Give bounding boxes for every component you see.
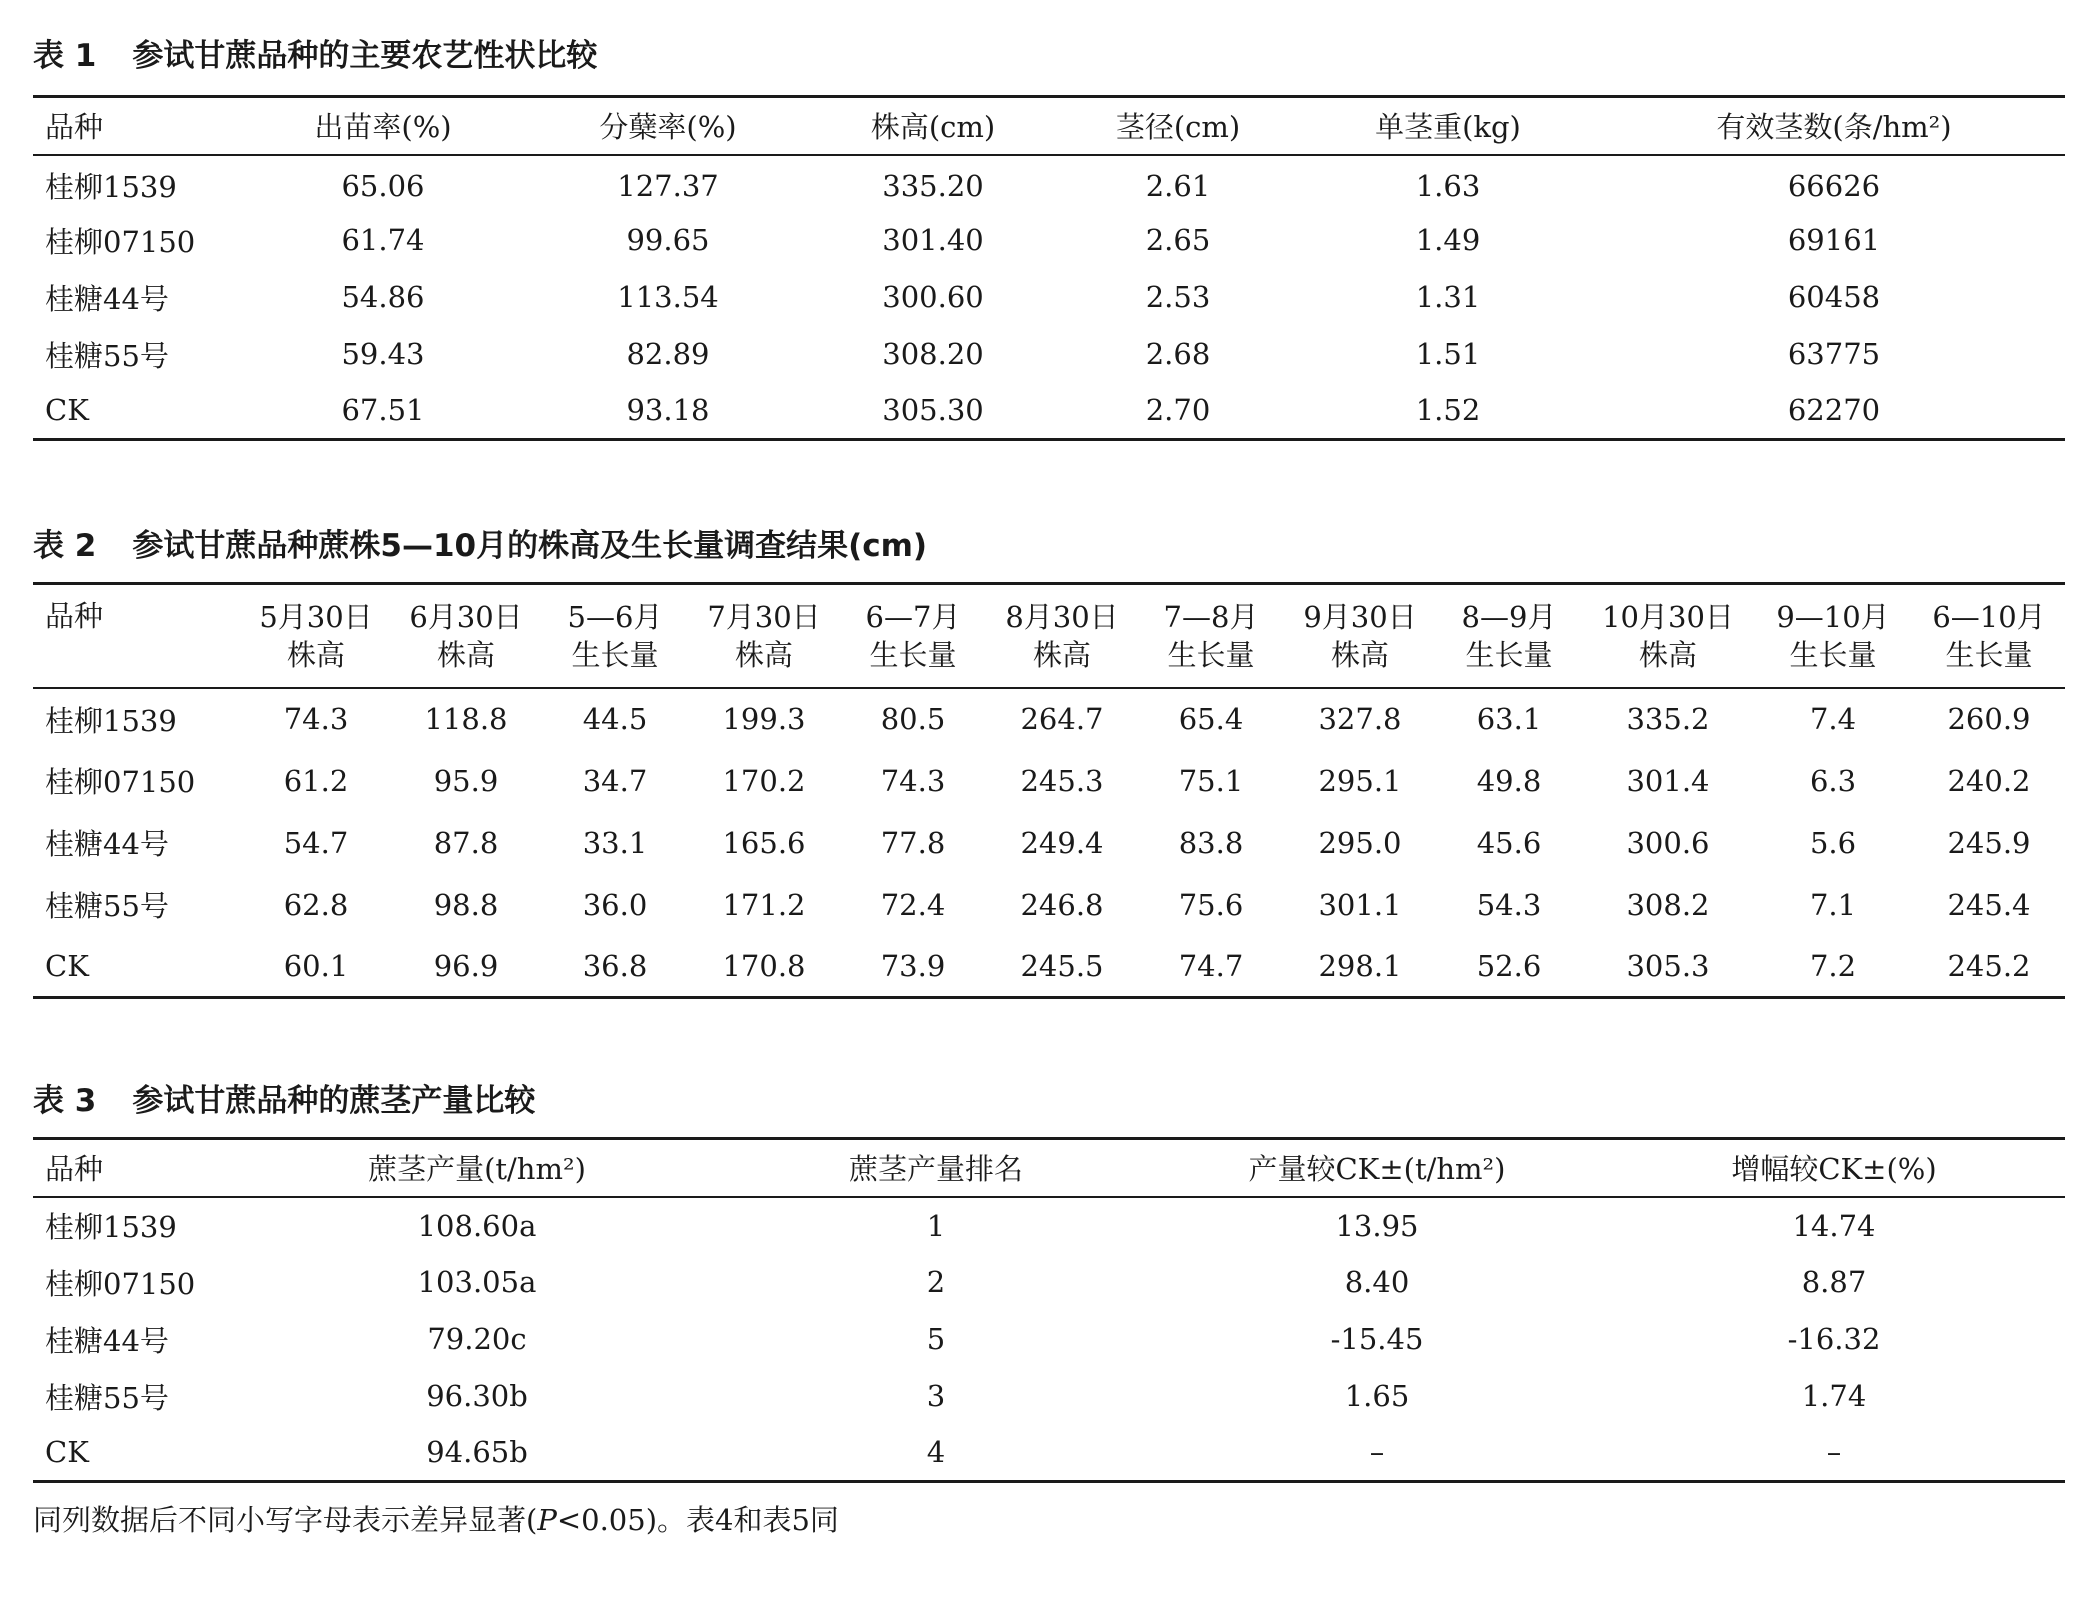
table-cell: 170.8 xyxy=(722,948,806,983)
table-cell: 240.2 xyxy=(1947,763,2031,798)
table-cell: 80.5 xyxy=(880,702,946,736)
table-cell: 5 xyxy=(926,1322,946,1356)
table-cell: 7.4 xyxy=(1809,702,1857,736)
table-cell: 245.9 xyxy=(1947,825,2031,860)
table2 xyxy=(33,582,2065,999)
table-cell: 52.6 xyxy=(1476,948,1542,983)
table-cell: 62270 xyxy=(1787,393,1881,428)
table-cell: 59.43 xyxy=(341,337,425,371)
table-cell: 65.4 xyxy=(1178,702,1244,736)
table-cell: 98.8 xyxy=(433,887,499,922)
table3-label: 表 3 xyxy=(33,1083,97,1119)
table-cell: 327.8 xyxy=(1318,702,1402,736)
table3-header-cell: 品种 xyxy=(33,1139,233,1197)
table2-header-row xyxy=(33,584,2065,688)
table-cell: 2.65 xyxy=(1145,223,1211,257)
table-cell: 295.0 xyxy=(1318,825,1402,860)
table3-header-cell: 增幅较CK±(%) xyxy=(1603,1139,2065,1197)
table-footnote: 同列数据后不同小写字母表示差异显著(P<0.05)。表4和表5同 xyxy=(33,1503,839,1537)
table-cell: 118.8 xyxy=(424,702,508,736)
table-cell: 305.30 xyxy=(882,393,984,428)
table-cell: 13.95 xyxy=(1335,1208,1419,1243)
table3-header-row xyxy=(33,1139,2065,1197)
table-cell: 74.7 xyxy=(1178,948,1244,983)
table-row xyxy=(33,269,2065,326)
table-cell: 桂糖55号 xyxy=(45,338,169,373)
table-cell: 170.2 xyxy=(722,763,806,798)
table-cell: 2.61 xyxy=(1145,168,1211,203)
table1-header-cell: 单茎重(kg) xyxy=(1293,97,1603,155)
table-row xyxy=(33,1197,2065,1254)
table-cell: CK xyxy=(45,393,89,428)
table-cell: 4 xyxy=(926,1435,946,1470)
table-cell: 73.9 xyxy=(880,948,946,983)
table-cell: 62.8 xyxy=(283,887,349,922)
table-cell: 108.60a xyxy=(417,1208,537,1243)
table2-caption xyxy=(33,520,927,565)
table-cell: 77.8 xyxy=(880,825,946,860)
table-cell: 60.1 xyxy=(283,948,349,983)
table-cell: 103.05a xyxy=(417,1265,537,1299)
table-cell: 75.1 xyxy=(1178,763,1244,798)
table1-label: 表 1 xyxy=(33,38,97,74)
table-cell: CK xyxy=(45,1435,89,1470)
table-cell: 93.18 xyxy=(626,393,710,428)
table2-header-cell: 6—10月 生长量 xyxy=(1913,584,2065,688)
table-cell: 301.1 xyxy=(1318,887,1402,922)
table3-title: 参试甘蔗品种的蔗茎产量比较 xyxy=(132,1083,536,1119)
table-cell: 6.3 xyxy=(1809,763,1857,798)
table1-header-row xyxy=(33,97,2065,155)
table-cell: 54.3 xyxy=(1476,887,1542,922)
table-cell: 1.74 xyxy=(1801,1379,1867,1413)
table-cell: 199.3 xyxy=(722,702,806,736)
table-cell: 桂柳1539 xyxy=(45,703,177,738)
table-cell: 99.65 xyxy=(626,223,710,257)
table-cell: 61.2 xyxy=(283,763,349,798)
table2-header-cell: 5—6月 生长量 xyxy=(541,584,689,688)
table-row xyxy=(33,688,2065,750)
table-cell: 61.74 xyxy=(341,223,425,257)
table-cell: 36.0 xyxy=(582,887,648,922)
table-cell: 245.2 xyxy=(1947,948,2031,983)
table-cell: 1.49 xyxy=(1415,223,1481,257)
table2-label: 表 2 xyxy=(33,528,97,564)
table-cell: 1.52 xyxy=(1415,393,1481,428)
table-cell: 63.1 xyxy=(1476,702,1542,736)
table-cell: 3 xyxy=(926,1379,946,1413)
table-cell: 260.9 xyxy=(1947,702,2031,736)
table-cell: 171.2 xyxy=(722,887,806,922)
table-cell: 245.4 xyxy=(1947,887,2031,922)
table-row xyxy=(33,812,2065,874)
table-row xyxy=(33,1254,2065,1311)
table1-header-cell: 分蘖率(%) xyxy=(533,97,803,155)
table3-header-cell: 产量较CK±(t/hm²) xyxy=(1151,1139,1603,1197)
table-cell: 60458 xyxy=(1787,280,1881,314)
table-cell: 桂柳1539 xyxy=(45,170,177,204)
table-cell: 127.37 xyxy=(617,168,719,203)
table-cell: 69161 xyxy=(1787,223,1881,257)
table-cell: 1.51 xyxy=(1415,337,1481,371)
table-row xyxy=(33,155,2065,212)
table-cell: 83.8 xyxy=(1178,825,1244,860)
table-cell: 桂柳07150 xyxy=(45,765,196,799)
table-cell: 54.7 xyxy=(283,825,349,860)
table-cell: 2 xyxy=(926,1265,946,1299)
table-cell: 2.70 xyxy=(1145,393,1211,428)
table-cell: 7.2 xyxy=(1809,948,1857,983)
table-cell: 264.7 xyxy=(1020,702,1104,736)
table-cell: 桂糖55号 xyxy=(45,1380,169,1415)
table2-header-cell: 9月30日 株高 xyxy=(1285,584,1435,688)
table2-header-cell: 6月30日 株高 xyxy=(391,584,541,688)
table-cell: 249.4 xyxy=(1020,825,1104,860)
table-row xyxy=(33,383,2065,440)
table-cell: 8.40 xyxy=(1344,1265,1410,1299)
table-cell: 2.68 xyxy=(1145,337,1211,371)
table2-header-cell: 7月30日 株高 xyxy=(689,584,839,688)
table-cell: 74.3 xyxy=(283,702,349,736)
table-cell: 36.8 xyxy=(582,948,648,983)
table-cell: 67.51 xyxy=(341,393,425,428)
table-cell: 7.1 xyxy=(1809,887,1857,922)
table2-title: 参试甘蔗品种蔗株5—10月的株高及生长量调查结果(cm) xyxy=(132,528,928,564)
table3-header-cell: 蔗茎产量(t/hm²) xyxy=(233,1139,721,1197)
table-cell: 1.31 xyxy=(1415,280,1481,314)
table-cell: 82.89 xyxy=(626,337,710,371)
table-cell: 34.7 xyxy=(582,763,648,798)
table1 xyxy=(33,95,2065,441)
table-cell: 75.6 xyxy=(1178,887,1244,922)
table-row xyxy=(33,1425,2065,1482)
table-cell: 14.74 xyxy=(1792,1208,1876,1243)
table-cell: 165.6 xyxy=(722,825,806,860)
table-cell: 245.5 xyxy=(1020,948,1104,983)
table-cell: 245.3 xyxy=(1020,763,1104,798)
table-cell: 1.63 xyxy=(1415,168,1481,203)
table-cell: -16.32 xyxy=(1787,1322,1881,1356)
table1-header-cell: 品种 xyxy=(33,97,233,155)
table-cell: 桂糖44号 xyxy=(45,827,169,861)
table-cell: 94.65b xyxy=(426,1435,528,1470)
table-cell: 桂柳07150 xyxy=(45,224,196,259)
table1-header-cell: 株高(cm) xyxy=(803,97,1063,155)
table3-caption xyxy=(33,1075,535,1120)
table-cell: -15.45 xyxy=(1330,1322,1424,1356)
table-row xyxy=(33,874,2065,936)
table2-header-cell: 9—10月 生长量 xyxy=(1753,584,1913,688)
table-row xyxy=(33,1311,2065,1368)
table-row xyxy=(33,750,2065,812)
table2-header-cell: 5月30日 株高 xyxy=(241,584,391,688)
table-cell: 300.6 xyxy=(1626,825,1710,860)
table-cell: 74.3 xyxy=(880,763,946,798)
table-cell: 8.87 xyxy=(1801,1265,1867,1299)
table-cell: 66626 xyxy=(1787,168,1881,203)
table3-header-cell: 蔗茎产量排名 xyxy=(721,1139,1151,1197)
table2-header-cell: 10月30日 株高 xyxy=(1583,584,1753,688)
table1-title: 参试甘蔗品种的主要农艺性状比较 xyxy=(132,38,598,74)
table2-header-cell: 8月30日 株高 xyxy=(987,584,1137,688)
table-cell: 305.3 xyxy=(1626,948,1710,983)
table-cell: – xyxy=(1826,1435,1842,1470)
table-row xyxy=(33,326,2065,383)
table-cell: 95.9 xyxy=(433,763,499,798)
table-cell: 桂糖55号 xyxy=(45,889,169,923)
table-cell: 298.1 xyxy=(1318,948,1402,983)
table-cell: 63775 xyxy=(1787,337,1881,371)
table-cell: 295.1 xyxy=(1318,763,1402,798)
table2-header-cell: 8—9月 生长量 xyxy=(1435,584,1583,688)
table-cell: 87.8 xyxy=(433,825,499,860)
table-cell: 桂糖44号 xyxy=(45,1323,169,1358)
table-cell: 桂糖44号 xyxy=(45,281,169,316)
table-row xyxy=(33,212,2065,269)
table-cell: 113.54 xyxy=(617,280,719,314)
table-cell: 96.30b xyxy=(426,1379,528,1413)
table-cell: 1.65 xyxy=(1344,1379,1410,1413)
table-cell: 5.6 xyxy=(1809,825,1857,860)
table-cell: 301.4 xyxy=(1626,763,1710,798)
table-cell: 49.8 xyxy=(1476,763,1542,798)
table2-header-cell: 品种 xyxy=(33,584,241,688)
table-row xyxy=(33,936,2065,998)
table-cell: 2.53 xyxy=(1145,280,1211,314)
table-cell: 45.6 xyxy=(1476,825,1542,860)
table-cell: – xyxy=(1369,1435,1385,1470)
table-cell: 桂柳07150 xyxy=(45,1266,196,1301)
table-cell: 54.86 xyxy=(341,280,425,314)
table2-header-cell: 7—8月 生长量 xyxy=(1137,584,1285,688)
table-cell: 79.20c xyxy=(427,1322,527,1356)
table-cell: 301.40 xyxy=(882,223,984,257)
table-cell: CK xyxy=(45,948,89,983)
table-cell: 246.8 xyxy=(1020,887,1104,922)
table3 xyxy=(33,1137,2065,1483)
table-cell: 300.60 xyxy=(882,280,984,314)
table-cell: 308.2 xyxy=(1626,887,1710,922)
table1-header-cell: 茎径(cm) xyxy=(1063,97,1293,155)
table-cell: 335.2 xyxy=(1626,702,1710,736)
table-row xyxy=(33,1368,2065,1425)
table-cell: 44.5 xyxy=(582,702,648,736)
table1-header-cell: 有效茎数(条/hm²) xyxy=(1603,97,2065,155)
table-cell: 65.06 xyxy=(341,168,425,203)
table1-header-cell: 出苗率(%) xyxy=(233,97,533,155)
table-cell: 72.4 xyxy=(880,887,946,922)
table-cell: 33.1 xyxy=(582,825,648,860)
table2-header-cell: 6—7月 生长量 xyxy=(839,584,987,688)
table-cell: 335.20 xyxy=(882,168,984,203)
table1-caption xyxy=(33,30,597,75)
table-cell: 桂柳1539 xyxy=(45,1210,177,1244)
table-cell: 1 xyxy=(926,1208,946,1243)
table-cell: 96.9 xyxy=(433,948,499,983)
table-cell: 308.20 xyxy=(882,337,984,371)
